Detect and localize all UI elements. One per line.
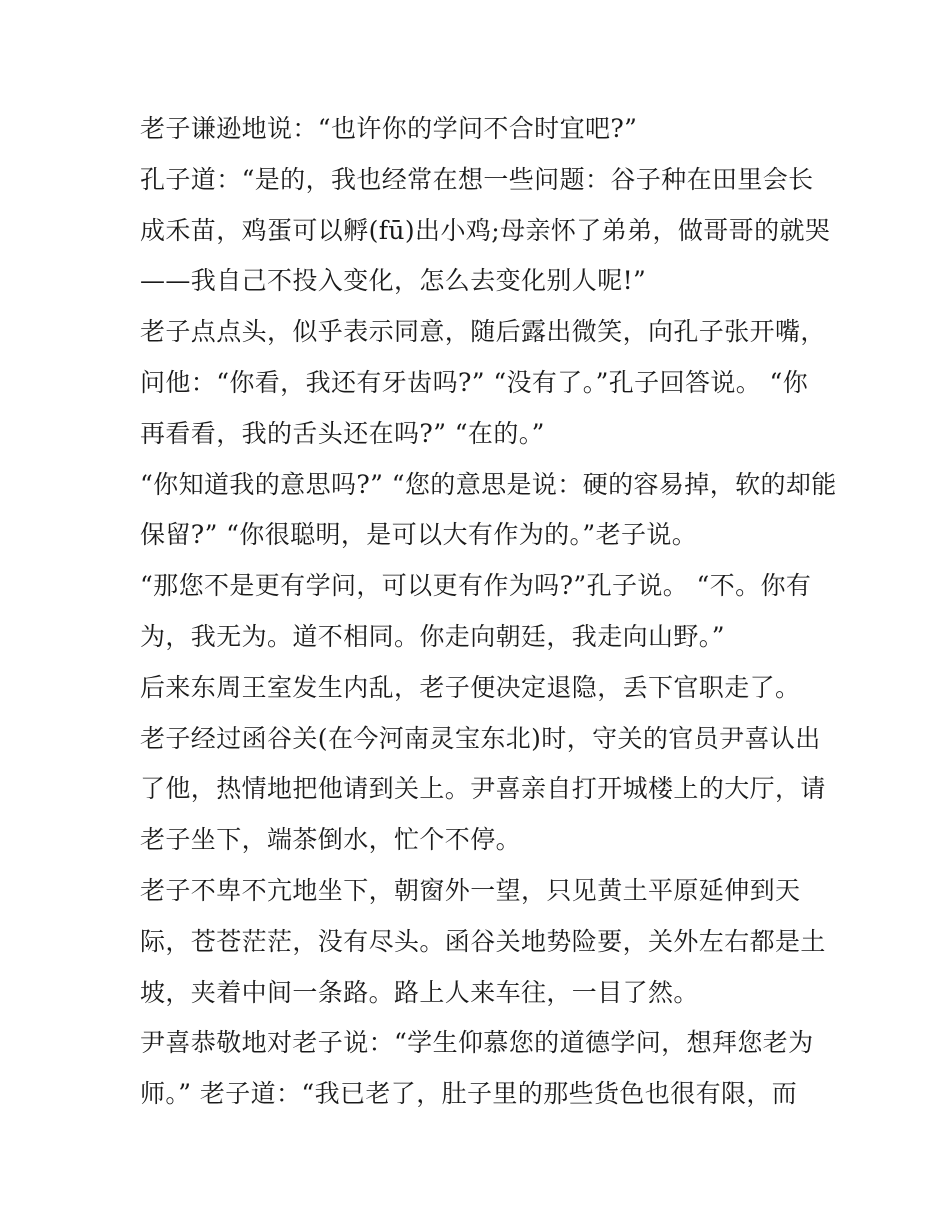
text-line: 际，苍苍茫茫，没有尽头。函谷关地势险要，关外左右都是土 <box>140 926 826 956</box>
text-line: 成禾苗，鸡蛋可以孵(fū)出小鸡;母亲怀了弟弟，做哥哥的就哭 <box>140 215 831 245</box>
text-line: 孔子道：“是的，我也经常在想一些问题：谷子种在田里会长 <box>140 164 814 194</box>
text-line: 老子坐下，端茶倒水，忙个不停。 <box>140 825 522 855</box>
text-line: 尹喜恭敬地对老子说：“学生仰慕您的道德学问，想拜您老为 <box>140 1028 814 1058</box>
text-line: ——我自己不投入变化，怎么去变化别人呢!” <box>140 266 647 296</box>
text-line: 问他：“你看，我还有牙齿吗?” “没有了。”孔子回答说。 “你 <box>140 367 809 397</box>
text-line: “你知道我的意思吗?” “您的意思是说：硬的容易掉，软的却能 <box>140 469 837 499</box>
text-line: 了他，热情地把他请到关上。尹喜亲自打开城楼上的大厅，请 <box>140 774 826 804</box>
text-line: 保留?” “你很聪明，是可以大有作为的。”老子说。 <box>140 520 698 550</box>
text-line: “那您不是更有学问，可以更有作为吗?”孔子说。 “不。你有 <box>140 571 812 601</box>
body-text <box>140 110 837 1126</box>
text-line: 坡，夹着中间一条路。路上人来车往，一目了然。 <box>140 977 699 1007</box>
text-line: 老子谦逊地说：“也许你的学问不合时宜吧?” <box>140 114 638 143</box>
text-line: 老子不卑不亢地坐下，朝窗外一望，只见黄土平原延伸到天 <box>140 875 801 905</box>
text-line: 师。” 老子道：“我已老了，肚子里的那些货色也很有限，而 <box>140 1079 798 1109</box>
text-line: 老子点点头，似乎表示同意，随后露出微笑，向孔子张开嘴， <box>140 317 826 347</box>
text-line: 为，我无为。道不相同。你走向朝廷，我走向山野。” <box>140 621 725 651</box>
text-line: 再看看，我的舌头还在吗?” “在的。” <box>140 418 545 448</box>
text-line: 老子经过函谷关(在今河南灵宝东北)时，守关的官员尹喜认出 <box>140 723 821 753</box>
text-line: 后来东周王室发生内乱，老子便决定退隐，丢下官职走了。 <box>140 672 801 702</box>
